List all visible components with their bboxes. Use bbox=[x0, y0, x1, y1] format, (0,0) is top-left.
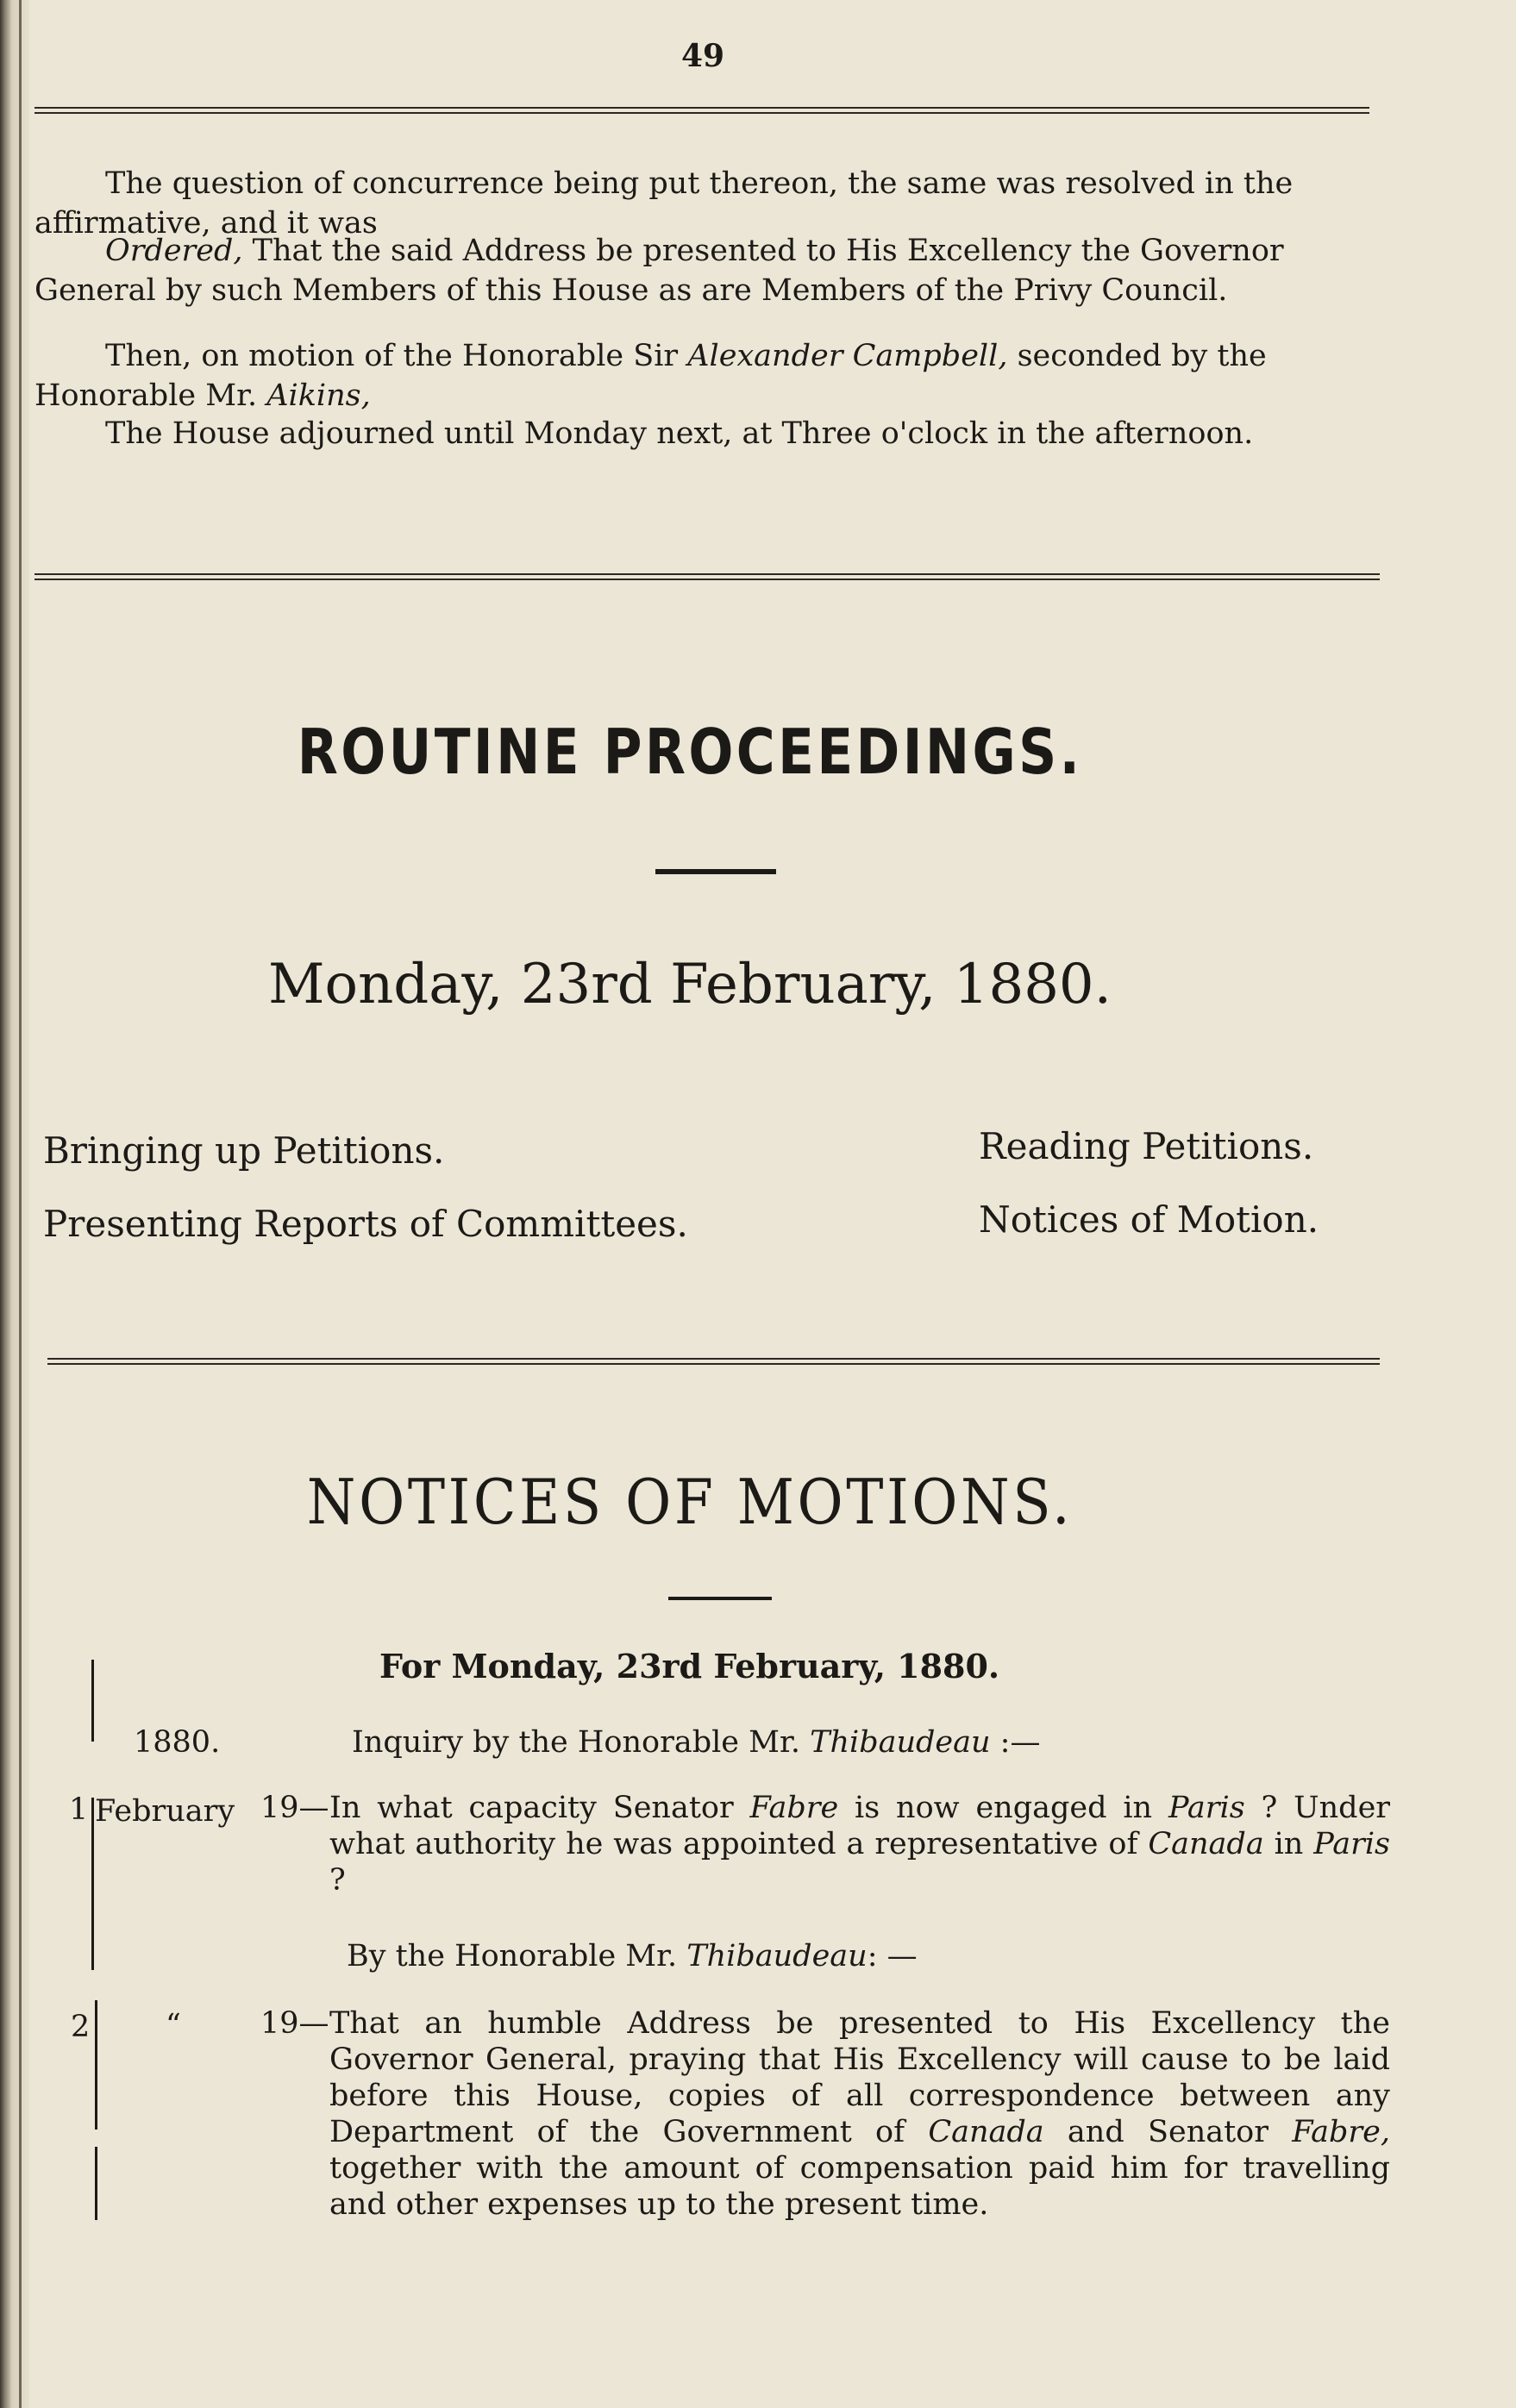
routine-title: ROUTINE PROCEEDINGS. bbox=[297, 716, 1083, 788]
inquiry-lead: Inquiry by the Honorable Mr. bbox=[352, 1725, 811, 1760]
notices-title: NOTICES OF MOTIONS. bbox=[306, 1466, 1074, 1538]
binding-edge bbox=[0, 0, 29, 2408]
by-lead: By the Honorable Mr. bbox=[347, 1939, 687, 1973]
entry2-day: 19— bbox=[260, 2006, 329, 2041]
motion-text-b: seconded by the Honorable Mr. bbox=[34, 339, 1267, 413]
entry1-canada: Canada bbox=[1148, 1827, 1264, 1861]
by-name: Thibaudeau bbox=[686, 1939, 868, 1973]
motion-name-aikins: Aikins, bbox=[266, 378, 371, 413]
margin-bar-3 bbox=[95, 2000, 97, 2130]
motion-name-campbell: Alexander Campbell, bbox=[687, 339, 1008, 373]
entry1-paris-2: Paris bbox=[1313, 1827, 1390, 1861]
entry2-fabre: Fabre, bbox=[1292, 2115, 1390, 2149]
section-rule-1 bbox=[34, 573, 1380, 580]
routine-item-presenting-reports: Presenting Reports of Committees. bbox=[43, 1203, 688, 1245]
adjourned-paragraph: The House adjourned until Monday next, at Three o'clock in the afternoon. bbox=[105, 416, 1254, 451]
margin-bar-1 bbox=[91, 1660, 94, 1742]
entry1-text-a: In what capacity Senator bbox=[329, 1791, 750, 1825]
by-heading bbox=[347, 1938, 918, 1974]
entry1-month: February bbox=[95, 1794, 235, 1829]
inquiry-name: Thibaudeau bbox=[810, 1725, 991, 1760]
entry2-number: 2 bbox=[71, 2010, 91, 2044]
entry2-canada: Canada bbox=[928, 2115, 1044, 2149]
by-tail: : — bbox=[867, 1939, 918, 1973]
routine-item-notices-of-motion: Notices of Motion. bbox=[979, 1198, 1319, 1241]
entry1-text-b: is now engaged in bbox=[838, 1791, 1168, 1825]
motion-text-a: Then, on motion of the Honorable Sir bbox=[105, 339, 688, 373]
entry1-text-e: ? bbox=[329, 1863, 346, 1898]
entry1-text bbox=[329, 1790, 1390, 1898]
margin-bar-4 bbox=[95, 2147, 97, 2220]
inquiry-heading bbox=[352, 1724, 1040, 1761]
entry1-text-c: ? Under what authority he was appointed a representative of bbox=[329, 1791, 1391, 1861]
routine-short-rule bbox=[655, 869, 776, 874]
ordered-paragraph bbox=[34, 231, 1378, 310]
entry2-text bbox=[329, 2005, 1390, 2223]
ordered-text: That the said Address be presented to His Excellency the Governor General by such Members of this House as are Members of the Privy Council. bbox=[34, 234, 1284, 308]
motion-paragraph bbox=[34, 336, 1378, 416]
entry1-paris: Paris bbox=[1168, 1791, 1245, 1825]
binding-line bbox=[19, 0, 22, 2408]
entry1-fabre: Fabre bbox=[749, 1791, 839, 1825]
entry1-number: 1 bbox=[69, 1792, 89, 1827]
routine-item-bringing-petitions: Bringing up Petitions. bbox=[43, 1129, 445, 1172]
inquiry-tail: :— bbox=[990, 1725, 1041, 1760]
ordered-lead: Ordered, bbox=[105, 234, 243, 268]
header-rule bbox=[34, 107, 1369, 114]
entry2-text-b: and Senator bbox=[1043, 2115, 1293, 2149]
page-number: 49 bbox=[681, 38, 725, 74]
notices-short-rule bbox=[668, 1597, 772, 1600]
entry2-month: “ bbox=[166, 2008, 181, 2042]
routine-date: Monday, 23rd February, 1880. bbox=[268, 953, 1112, 1016]
year-label: 1880. bbox=[134, 1725, 221, 1760]
concurrence-paragraph: The question of concurrence being put thereon, the same was resolved in the affirmative, and it was bbox=[34, 166, 1294, 241]
entry2-text-c: together with the amount of compensation paid him for travelling and other expenses up to the present time. bbox=[329, 2151, 1390, 2222]
entry1-text-d: in bbox=[1263, 1827, 1314, 1861]
notices-date: For Monday, 23rd February, 1880. bbox=[379, 1647, 1000, 1686]
entry1-day: 19— bbox=[260, 1791, 329, 1825]
margin-bar-2 bbox=[91, 1798, 94, 1970]
entry2-text-a: That an humble Address be presented to His Excellency the Governor General, praying that His Excellency will cause to be laid before this House, copies of all correspondence between any Department of the Government of bbox=[329, 2006, 1390, 2149]
routine-item-reading-petitions: Reading Petitions. bbox=[979, 1125, 1314, 1167]
section-rule-2 bbox=[47, 1358, 1380, 1365]
